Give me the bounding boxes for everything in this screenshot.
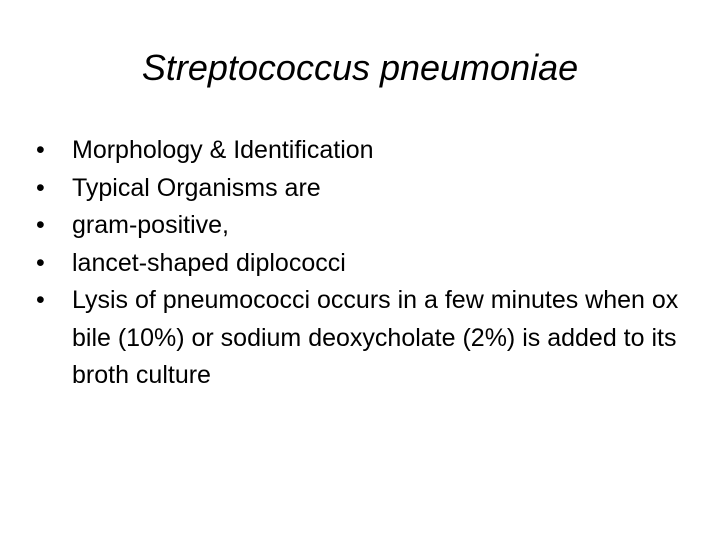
- bullet-text: Lysis of pneumococci occurs in a few minutes when ox bile (10%) or sodium deoxycholate (2%) is added to its broth culture: [72, 286, 679, 389]
- bullet-item: [36, 282, 696, 395]
- slide-title: Streptococcus pneumoniae: [141, 47, 579, 88]
- bullet-item: [36, 170, 696, 208]
- bullet-icon: •: [36, 136, 45, 164]
- bullet-text: Typical Organisms are: [72, 173, 321, 202]
- bullet-item: [36, 245, 696, 283]
- bullet-icon: •: [36, 286, 45, 314]
- bullet-text: Morphology & Identification: [72, 136, 374, 164]
- bullet-icon: •: [36, 248, 45, 277]
- bullet-text: gram-positive,: [72, 211, 229, 239]
- bullet-icon: •: [36, 173, 45, 202]
- bullet-item: [36, 207, 696, 245]
- bullet-text: lancet-shaped diplococci: [72, 248, 346, 277]
- bullet-item: [36, 132, 696, 170]
- bullet-icon: •: [36, 211, 45, 239]
- bullet-list: [36, 132, 696, 395]
